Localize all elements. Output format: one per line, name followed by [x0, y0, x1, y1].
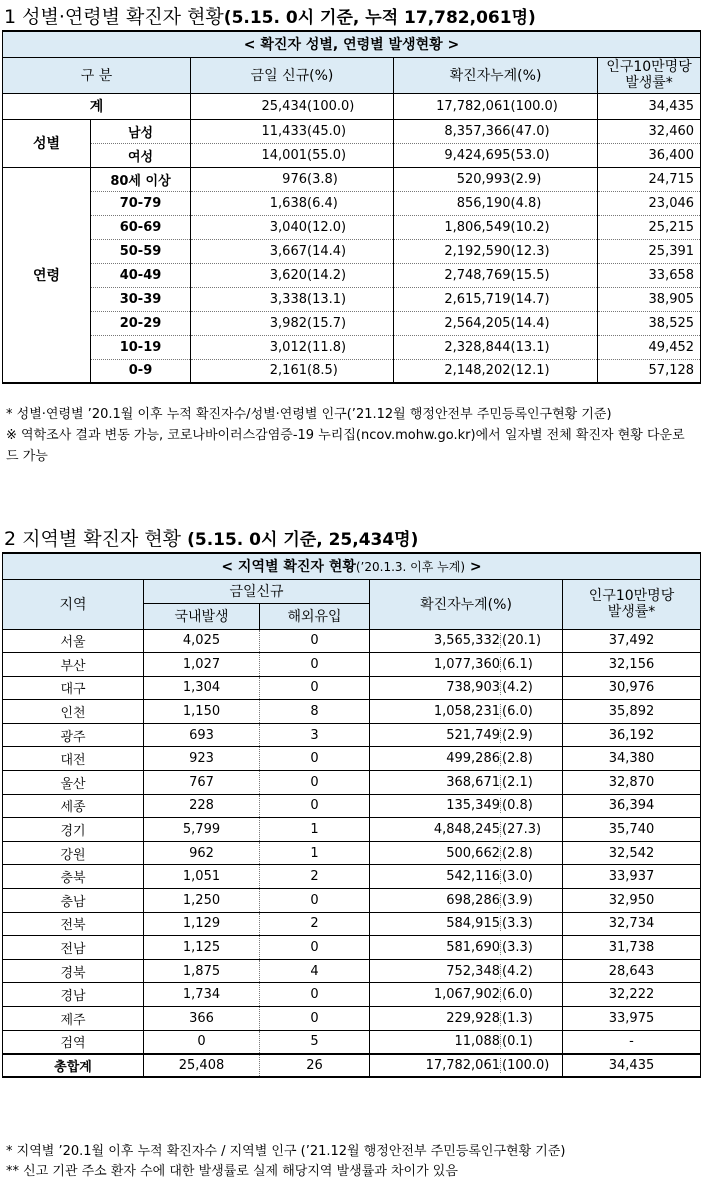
age-row: 60-69 3,040(12.0) 1,806,549(10.2) 25,215 [3, 215, 701, 239]
rate-value: 34,380 [563, 747, 701, 771]
cumulative-count [370, 865, 563, 889]
sex-age-table [2, 30, 701, 384]
header-cumulative: 확진자누계(%) [370, 579, 563, 629]
footnote: * 성별·연령별 ’20.1월 이후 누적 확진자수/성별·연령별 인구(’21.12월 행정안전부 주민등록인구현황 기준) [6, 407, 612, 422]
region-table [2, 552, 701, 1078]
region-row [3, 771, 701, 795]
rate-value: 32,734 [563, 912, 701, 936]
cumulative-pct: (2.1) [500, 775, 562, 790]
rate-value: 34,435 [563, 1054, 701, 1078]
rate-value: 35,892 [563, 700, 701, 724]
header-rate-line2: 발생률* [625, 75, 673, 91]
rate-value: 31,738 [563, 936, 701, 960]
cumulative-value: 542,116 [446, 869, 500, 885]
region-name: 강원 [3, 841, 144, 865]
rate-value: 35,740 [563, 818, 701, 842]
cumulative-count [370, 723, 563, 747]
region-row [3, 700, 701, 724]
row-label: 여성 [91, 143, 191, 167]
overseas-count: 0 [260, 794, 370, 818]
region-name: 전북 [3, 912, 144, 936]
cumulative-count [370, 1007, 563, 1031]
region-row [3, 983, 701, 1007]
domestic-count: 693 [144, 723, 260, 747]
cumulative-count [370, 700, 563, 724]
cumulative-value: 3,565,332 [433, 633, 500, 649]
cumulative-count [370, 912, 563, 936]
cumulative-count [370, 841, 563, 865]
overseas-count: 0 [260, 936, 370, 960]
overseas-count: 26 [260, 1054, 370, 1078]
region-row [3, 841, 701, 865]
cumulative-value: 500,662 [446, 845, 500, 861]
rate-value: 36,192 [563, 723, 701, 747]
age-row: 연령 80세 이상 976(3.8) 520,993(2.9) 24,715 [3, 167, 701, 191]
total-daily: 25,434(100.0) [191, 93, 394, 119]
cumulative-pct: (6.1) [500, 657, 562, 672]
overseas-count: 2 [260, 865, 370, 889]
overseas-count: 4 [260, 959, 370, 983]
footnote: * 지역별 ’20.1월 이후 누적 확진자수 / 지역별 인구 (’21.12월 행정안전부 주민등록인구현황 기준) [6, 1144, 566, 1159]
table1-caption: < 확진자 성별, 연령별 발생현황 > [3, 31, 701, 57]
cumulative-count [370, 676, 563, 700]
cumulative-pct: (2.8) [500, 751, 562, 766]
grand-total-row [3, 1054, 701, 1078]
overseas-count: 0 [260, 747, 370, 771]
section1-title-bold: (5.15. 0시 기준, 누적 17,782,061명) [223, 8, 536, 28]
rate-value: 37,492 [563, 629, 701, 653]
region-row [3, 1030, 701, 1054]
total-label: 계 [3, 93, 191, 119]
region-name: 대전 [3, 747, 144, 771]
sex-row-female: 여성 14,001(55.0) 9,424,695(53.0) 36,400 [3, 143, 701, 167]
cumulative-pct: (3.0) [500, 869, 562, 884]
overseas-count: 1 [260, 818, 370, 842]
region-row [3, 865, 701, 889]
domestic-count: 25,408 [144, 1054, 260, 1078]
region-name: 검역 [3, 1030, 144, 1054]
cumulative-value: 698,286 [446, 892, 500, 908]
region-row [3, 889, 701, 913]
cumulative-value: 752,348 [446, 963, 500, 979]
cumulative-pct: (3.3) [500, 916, 562, 931]
header-daily: 금일신규 [144, 579, 370, 603]
cumulative-value: 1,067,902 [433, 987, 500, 1003]
total-row [3, 93, 701, 119]
cumulative-count [370, 983, 563, 1007]
sex-row-male: 성별 남성 11,433(45.0) 8,357,366(47.0) 32,460 [3, 119, 701, 143]
cumulative-count [370, 889, 563, 913]
cumulative-count [370, 629, 563, 653]
cumulative-pct: (20.1) [500, 633, 562, 648]
row-label: 남성 [91, 119, 191, 143]
region-name: 광주 [3, 723, 144, 747]
table2-caption-row [3, 553, 701, 579]
age-row: 40-49 3,620(14.2) 2,748,769(15.5) 33,658 [3, 263, 701, 287]
cumulative-count [370, 936, 563, 960]
domestic-count: 962 [144, 841, 260, 865]
header-category: 구 분 [3, 57, 191, 93]
overseas-count: 0 [260, 629, 370, 653]
cumulative-value: 584,915 [446, 916, 500, 932]
row-label: 20-29 [91, 311, 191, 335]
region-name: 전남 [3, 936, 144, 960]
cumulative-value: 11,088 [454, 1034, 500, 1050]
cumulative-value: 1,077,360 [433, 656, 500, 672]
section1-title-main: 1 성별·연령별 확진자 현황 [4, 6, 224, 28]
rate-value: 30,976 [563, 676, 701, 700]
cumulative-pct: (6.0) [500, 987, 562, 1002]
overseas-count: 0 [260, 771, 370, 795]
section2-footnotes [6, 1142, 696, 1182]
cumulative-count [370, 818, 563, 842]
age-row: 10-19 3,012(11.8) 2,328,844(13.1) 49,452 [3, 335, 701, 359]
age-row: 70-79 1,638(6.4) 856,190(4.8) 23,046 [3, 191, 701, 215]
overseas-count: 1 [260, 841, 370, 865]
domestic-count: 228 [144, 794, 260, 818]
region-row [3, 653, 701, 677]
age-row: 20-29 3,982(15.7) 2,564,205(14.4) 38,525 [3, 311, 701, 335]
region-row [3, 676, 701, 700]
header-rate-line1: 인구10만명당 [606, 59, 692, 75]
header-cumulative: 확진자누계(%) [394, 57, 598, 93]
header-rate [598, 57, 701, 93]
overseas-count: 0 [260, 983, 370, 1007]
cumulative-pct: (3.3) [500, 940, 562, 955]
age-row: 30-39 3,338(13.1) 2,615,719(14.7) 38,905 [3, 287, 701, 311]
section2-title [4, 524, 418, 551]
row-label: 70-79 [91, 191, 191, 215]
domestic-count: 5,799 [144, 818, 260, 842]
domestic-count: 767 [144, 771, 260, 795]
rate-value: 32,222 [563, 983, 701, 1007]
cumulative-count [370, 794, 563, 818]
domestic-count: 1,875 [144, 959, 260, 983]
header-domestic: 국내발생 [144, 603, 260, 629]
footnote: ※ 역학조사 결과 변동 가능, 코로나바이러스감염증-19 누리집(ncov.mohw.go.kr)에서 일자별 전체 확진자 현황 다운로드 가능 [6, 428, 685, 464]
region-name: 인천 [3, 700, 144, 724]
age-row: 0-9 2,161(8.5) 2,148,202(12.1) 57,128 [3, 359, 701, 383]
row-label: 10-19 [91, 335, 191, 359]
rate-value: 32,542 [563, 841, 701, 865]
header-rate: 인구10만명당 발생률* [563, 579, 701, 629]
cumulative-pct: (2.9) [500, 728, 562, 743]
row-label: 30-39 [91, 287, 191, 311]
domestic-count: 1,250 [144, 889, 260, 913]
table2-header-row [3, 579, 701, 603]
cumulative-pct: (27.3) [500, 822, 562, 837]
region-row [3, 723, 701, 747]
domestic-count: 1,125 [144, 936, 260, 960]
rate-value: - [563, 1030, 701, 1054]
region-name: 경남 [3, 983, 144, 1007]
region-row [3, 1007, 701, 1031]
rate-value: 36,394 [563, 794, 701, 818]
region-name: 제주 [3, 1007, 144, 1031]
rate-value: 28,643 [563, 959, 701, 983]
total-cumulative: 17,782,061(100.0) [394, 93, 598, 119]
domestic-count: 1,027 [144, 653, 260, 677]
region-row [3, 818, 701, 842]
cumulative-count [370, 747, 563, 771]
cumulative-count [370, 653, 563, 677]
region-name: 대구 [3, 676, 144, 700]
age-group-label: 연령 [3, 167, 91, 383]
table1-header-row [3, 57, 701, 93]
cumulative-value: 4,848,245 [433, 822, 500, 838]
region-row [3, 629, 701, 653]
region-row [3, 747, 701, 771]
cumulative-value: 1,058,231 [433, 704, 500, 720]
section1-footnotes [6, 404, 696, 467]
cumulative-pct: (6.0) [500, 704, 562, 719]
header-overseas: 해외유입 [260, 603, 370, 629]
overseas-count: 5 [260, 1030, 370, 1054]
row-label: 80세 이상 [91, 167, 191, 191]
cumulative-count [370, 959, 563, 983]
age-row: 50-59 3,667(14.4) 2,192,590(12.3) 25,391 [3, 239, 701, 263]
cumulative-pct: (1.3) [500, 1011, 562, 1026]
cumulative-value: 499,286 [446, 751, 500, 767]
rate-value: 32,870 [563, 771, 701, 795]
cumulative-value: 17,782,061 [425, 1057, 500, 1073]
domestic-count: 1,734 [144, 983, 260, 1007]
domestic-count: 0 [144, 1030, 260, 1054]
overseas-count: 0 [260, 889, 370, 913]
domestic-count: 366 [144, 1007, 260, 1031]
region-name: 충북 [3, 865, 144, 889]
header-region: 지역 [3, 579, 144, 629]
cumulative-count [370, 771, 563, 795]
overseas-count: 0 [260, 676, 370, 700]
section2-title-main: 2 지역별 확진자 현황 [4, 528, 182, 550]
overseas-count: 0 [260, 1007, 370, 1031]
cumulative-pct: (3.9) [500, 893, 562, 908]
cumulative-value: 581,690 [446, 940, 500, 956]
sex-group-label: 성별 [3, 119, 91, 167]
region-name: 경북 [3, 959, 144, 983]
domestic-count: 1,051 [144, 865, 260, 889]
domestic-count: 1,304 [144, 676, 260, 700]
row-label: 50-59 [91, 239, 191, 263]
cumulative-pct: (4.2) [500, 680, 562, 695]
cumulative-count [370, 1030, 563, 1054]
table1-caption-row [3, 31, 701, 57]
overseas-count: 3 [260, 723, 370, 747]
row-label: 40-49 [91, 263, 191, 287]
cumulative-pct: (4.2) [500, 964, 562, 979]
domestic-count: 4,025 [144, 629, 260, 653]
region-row [3, 794, 701, 818]
region-row [3, 912, 701, 936]
domestic-count: 1,150 [144, 700, 260, 724]
domestic-count: 923 [144, 747, 260, 771]
region-name: 총합계 [3, 1054, 144, 1078]
region-row [3, 959, 701, 983]
footnote: ** 신고 기관 주소 환자 수에 대한 발생률로 실제 해당지역 발생률과 차이가 있음 [6, 1164, 458, 1179]
cumulative-pct: (2.8) [500, 846, 562, 861]
overseas-count: 2 [260, 912, 370, 936]
rate-value: 33,975 [563, 1007, 701, 1031]
domestic-count: 1,129 [144, 912, 260, 936]
rate-value: 33,937 [563, 865, 701, 889]
header-daily: 금일 신규(%) [191, 57, 394, 93]
overseas-count: 0 [260, 653, 370, 677]
region-name: 세종 [3, 794, 144, 818]
section2-title-bold: (5.15. 0시 기준, 25,434명) [187, 530, 419, 550]
region-name: 서울 [3, 629, 144, 653]
overseas-count: 8 [260, 700, 370, 724]
cumulative-value: 521,749 [446, 727, 500, 743]
region-name: 충남 [3, 889, 144, 913]
cumulative-value: 738,903 [446, 680, 500, 696]
rate-value: 32,156 [563, 653, 701, 677]
row-label: 0-9 [91, 359, 191, 383]
cumulative-pct: (0.1) [500, 1034, 562, 1049]
cumulative-value: 135,349 [446, 798, 500, 814]
section1-title [4, 2, 536, 29]
cumulative-value: 229,928 [446, 1010, 500, 1026]
cumulative-count [370, 1054, 563, 1078]
total-rate: 34,435 [598, 93, 701, 119]
row-label: 60-69 [91, 215, 191, 239]
region-name: 경기 [3, 818, 144, 842]
table2-caption: < 지역별 확진자 현황(’20.1.3. 이후 누계) > [3, 553, 701, 579]
region-name: 부산 [3, 653, 144, 677]
cumulative-value: 368,671 [446, 774, 500, 790]
cumulative-pct: (100.0) [500, 1058, 562, 1073]
region-row [3, 936, 701, 960]
region-name: 울산 [3, 771, 144, 795]
cumulative-pct: (0.8) [500, 798, 562, 813]
rate-value: 32,950 [563, 889, 701, 913]
